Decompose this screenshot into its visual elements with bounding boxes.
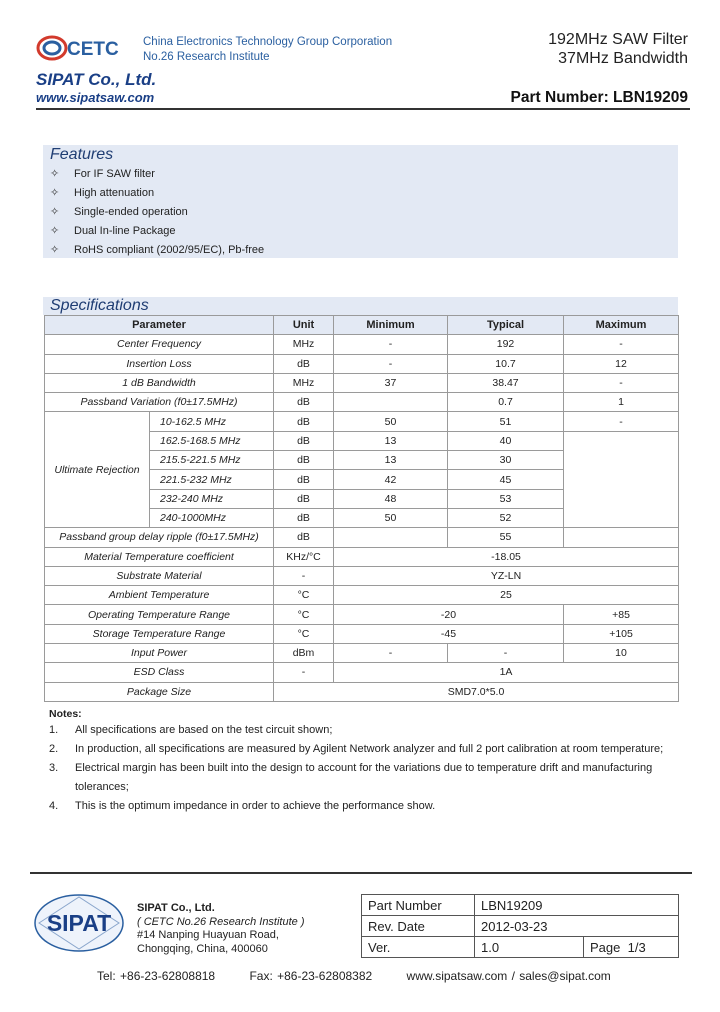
table-cell: Passband group delay ripple (f0±17.5MHz) bbox=[45, 528, 274, 547]
text: 1. bbox=[49, 724, 59, 736]
features-list bbox=[50, 166, 264, 261]
table-cell: °C bbox=[274, 605, 334, 624]
table-cell: ESD Class bbox=[45, 663, 274, 682]
table-cell: Insertion Loss bbox=[45, 354, 274, 373]
table-cell: 162.5-168.5 MHz bbox=[150, 431, 274, 450]
table-cell: 13 bbox=[334, 431, 448, 450]
table-cell: - bbox=[334, 354, 448, 373]
list-item bbox=[50, 242, 264, 261]
diamond-icon: ✧ bbox=[50, 187, 60, 199]
table-cell: -18.05 bbox=[334, 547, 679, 566]
table-cell: Ambient Temperature bbox=[45, 586, 274, 605]
table-row bbox=[45, 412, 679, 431]
table-cell: Rev. Date bbox=[362, 916, 475, 937]
cetc-logo-text: CETC bbox=[67, 39, 119, 60]
table-header-row bbox=[45, 316, 679, 335]
table-cell: Ver. bbox=[362, 937, 475, 958]
table-cell: 48 bbox=[334, 489, 448, 508]
footer-divider bbox=[30, 872, 692, 874]
sipat-badge-logo bbox=[33, 893, 125, 953]
table-row bbox=[45, 528, 679, 547]
table-cell: - bbox=[564, 412, 679, 431]
text: High attenuation bbox=[74, 187, 155, 199]
table-cell: -45 bbox=[334, 624, 564, 643]
table-cell: 45 bbox=[448, 470, 564, 489]
text: 1/3 bbox=[627, 939, 646, 955]
table-row bbox=[45, 605, 679, 624]
product-line-2: 37MHz Bandwidth bbox=[558, 50, 688, 67]
table-cell: - bbox=[334, 335, 448, 354]
badge-text: SIPAT bbox=[46, 910, 112, 936]
diamond-icon: ✧ bbox=[50, 244, 60, 256]
table-cell: MHz bbox=[274, 335, 334, 354]
text: All specifications are based on the test circuit shown; bbox=[75, 724, 333, 736]
table-cell: dB bbox=[274, 431, 334, 450]
table-row bbox=[45, 354, 679, 373]
text: In production, all specifications are measured by Agilent Network analyzer and full 2 port calibration at room temperature; bbox=[75, 743, 664, 755]
table-cell: Storage Temperature Range bbox=[45, 624, 274, 643]
table-cell: 0.7 bbox=[448, 393, 564, 412]
table-cell: Part Number bbox=[362, 895, 475, 916]
organization-name bbox=[143, 35, 392, 65]
list-item bbox=[49, 797, 689, 816]
text: RoHS compliant (2002/95/EC), Pb-free bbox=[74, 244, 265, 256]
table-cell: 1 dB Bandwidth bbox=[45, 373, 274, 392]
text: For IF SAW filter bbox=[74, 168, 155, 180]
list-item bbox=[50, 204, 264, 223]
text: Dual In-line Package bbox=[74, 225, 176, 237]
table-cell: dB bbox=[274, 508, 334, 527]
table-cell: 1 bbox=[564, 393, 679, 412]
table-cell: 2012-03-23 bbox=[475, 916, 679, 937]
product-line-1: 192MHz SAW Filter bbox=[548, 31, 688, 48]
table-cell: dB bbox=[274, 354, 334, 373]
table-cell: Passband Variation (f0±17.5MHz) bbox=[45, 393, 274, 412]
table-cell: YZ-LN bbox=[334, 566, 679, 585]
company-website[interactable]: www.sipatsaw.com bbox=[36, 90, 155, 105]
table-cell: Material Temperature coefficient bbox=[45, 547, 274, 566]
table-cell: 221.5-232 MHz bbox=[150, 470, 274, 489]
features-title: Features bbox=[50, 146, 114, 163]
table-cell: dB bbox=[274, 412, 334, 431]
table-cell: 232-240 MHz bbox=[150, 489, 274, 508]
notes-section bbox=[49, 707, 689, 816]
table-cell bbox=[334, 393, 448, 412]
table-cell: Substrate Material bbox=[45, 566, 274, 585]
table-cell: 30 bbox=[448, 451, 564, 470]
specifications-title: Specifications bbox=[50, 297, 149, 314]
table-cell: 38.47 bbox=[448, 373, 564, 392]
table-cell: dB bbox=[274, 470, 334, 489]
diamond-icon: ✧ bbox=[50, 168, 60, 180]
column-header: Minimum bbox=[334, 316, 448, 335]
table-cell bbox=[334, 528, 448, 547]
table-cell: 52 bbox=[448, 508, 564, 527]
table-row bbox=[45, 393, 679, 412]
table-cell: Package Size bbox=[45, 682, 274, 701]
column-header: Unit bbox=[274, 316, 334, 335]
column-header: Parameter bbox=[45, 316, 274, 335]
table-cell: 53 bbox=[448, 489, 564, 508]
table-cell: - bbox=[334, 644, 448, 663]
text: This is the optimum impedance in order to achieve the performance show. bbox=[75, 800, 436, 812]
cetc-emblem-icon bbox=[38, 37, 66, 59]
diamond-icon: ✧ bbox=[50, 225, 60, 237]
table-cell: 1A bbox=[334, 663, 679, 682]
table-cell: 42 bbox=[334, 470, 448, 489]
table-cell: 215.5-221.5 MHz bbox=[150, 451, 274, 470]
list-item bbox=[49, 759, 689, 797]
table-cell: 240-1000MHz bbox=[150, 508, 274, 527]
table-cell: °C bbox=[274, 586, 334, 605]
table-cell: dB bbox=[274, 489, 334, 508]
table-cell: 37 bbox=[334, 373, 448, 392]
table-cell: 50 bbox=[334, 412, 448, 431]
table-cell: Ultimate Rejection bbox=[45, 412, 150, 528]
table-cell: - bbox=[274, 663, 334, 682]
text: Page bbox=[590, 939, 621, 955]
table-cell: - bbox=[564, 373, 679, 392]
table-cell: dB bbox=[274, 528, 334, 547]
column-header: Maximum bbox=[564, 316, 679, 335]
table-cell: 192 bbox=[448, 335, 564, 354]
table-cell: 50 bbox=[334, 508, 448, 527]
table-cell: dB bbox=[274, 393, 334, 412]
org-line-2: No.26 Research Institute bbox=[143, 51, 270, 63]
text: 4. bbox=[49, 800, 59, 812]
footer-fax: Fax: +86-23-62808382 bbox=[249, 969, 373, 983]
table-row bbox=[45, 644, 679, 663]
table-row bbox=[362, 937, 679, 958]
table-cell: +105 bbox=[564, 624, 679, 643]
table-cell: +85 bbox=[564, 605, 679, 624]
list-item bbox=[49, 721, 689, 740]
table-cell: 25 bbox=[334, 586, 679, 605]
notes-heading: Notes: bbox=[49, 708, 82, 720]
org-line-1: China Electronics Technology Group Corporation bbox=[143, 36, 393, 48]
text: 3. bbox=[49, 762, 59, 774]
table-cell: 40 bbox=[448, 431, 564, 450]
footer-web-email[interactable]: www.sipatsaw.com / sales@sipat.com bbox=[406, 969, 611, 983]
footer-institute: ( CETC No.26 Research Institute ) bbox=[137, 915, 305, 928]
header-divider bbox=[36, 108, 690, 110]
document-info-table bbox=[361, 894, 679, 958]
table-cell: Center Frequency bbox=[45, 335, 274, 354]
table-cell: Operating Temperature Range bbox=[45, 605, 274, 624]
table-cell: 12 bbox=[564, 354, 679, 373]
list-item bbox=[50, 166, 264, 185]
list-item bbox=[50, 223, 264, 242]
table-cell: 55 bbox=[448, 528, 564, 547]
specifications-table bbox=[44, 315, 679, 702]
table-cell bbox=[584, 937, 679, 958]
table-cell: - bbox=[274, 566, 334, 585]
footer-address-1: #14 Nanping Huayuan Road, bbox=[137, 929, 279, 941]
table-row bbox=[362, 916, 679, 937]
table-cell: SMD7.0*5.0 bbox=[274, 682, 679, 701]
part-number-title: Part Number: LBN19209 bbox=[510, 89, 688, 106]
table-row bbox=[45, 663, 679, 682]
footer-address-2: Chongqing, China, 400060 bbox=[137, 942, 268, 955]
table-row bbox=[45, 566, 679, 585]
table-cell: - bbox=[564, 335, 679, 354]
table-cell bbox=[564, 528, 679, 547]
footer-tel: Tel: +86-23-62808818 bbox=[97, 969, 216, 983]
diamond-icon: ✧ bbox=[50, 206, 60, 218]
table-cell bbox=[564, 431, 679, 527]
footer-address bbox=[137, 902, 305, 956]
table-cell: °C bbox=[274, 624, 334, 643]
text: Electrical margin has been built into the design to account for the variations due to temperature drift and manufacturing tolerances; bbox=[75, 762, 653, 793]
table-row bbox=[45, 547, 679, 566]
table-row bbox=[45, 586, 679, 605]
table-cell: 10.7 bbox=[448, 354, 564, 373]
table-cell: dB bbox=[274, 451, 334, 470]
footer-company: SIPAT Co., Ltd. bbox=[137, 902, 215, 914]
text: 2. bbox=[49, 743, 59, 755]
cetc-logo bbox=[36, 30, 136, 66]
table-cell: 13 bbox=[334, 451, 448, 470]
table-cell: dBm bbox=[274, 644, 334, 663]
company-name: SIPAT Co., Ltd. bbox=[36, 70, 157, 89]
list-item bbox=[49, 740, 689, 759]
table-cell: 51 bbox=[448, 412, 564, 431]
contact-bar bbox=[97, 969, 611, 983]
table-row bbox=[362, 895, 679, 916]
table-cell: LBN19209 bbox=[475, 895, 679, 916]
list-item bbox=[50, 185, 264, 204]
text: Single-ended operation bbox=[74, 206, 188, 218]
table-cell: 1.0 bbox=[475, 937, 584, 958]
table-row bbox=[45, 335, 679, 354]
product-title bbox=[548, 30, 688, 68]
table-row bbox=[45, 373, 679, 392]
table-cell: Input Power bbox=[45, 644, 274, 663]
table-cell: - bbox=[448, 644, 564, 663]
table-cell: -20 bbox=[334, 605, 564, 624]
table-cell: 10 bbox=[564, 644, 679, 663]
table-row bbox=[45, 624, 679, 643]
table-cell: KHz/°C bbox=[274, 547, 334, 566]
table-cell: MHz bbox=[274, 373, 334, 392]
column-header: Typical bbox=[448, 316, 564, 335]
table-cell: 10-162.5 MHz bbox=[150, 412, 274, 431]
table-row bbox=[45, 682, 679, 701]
